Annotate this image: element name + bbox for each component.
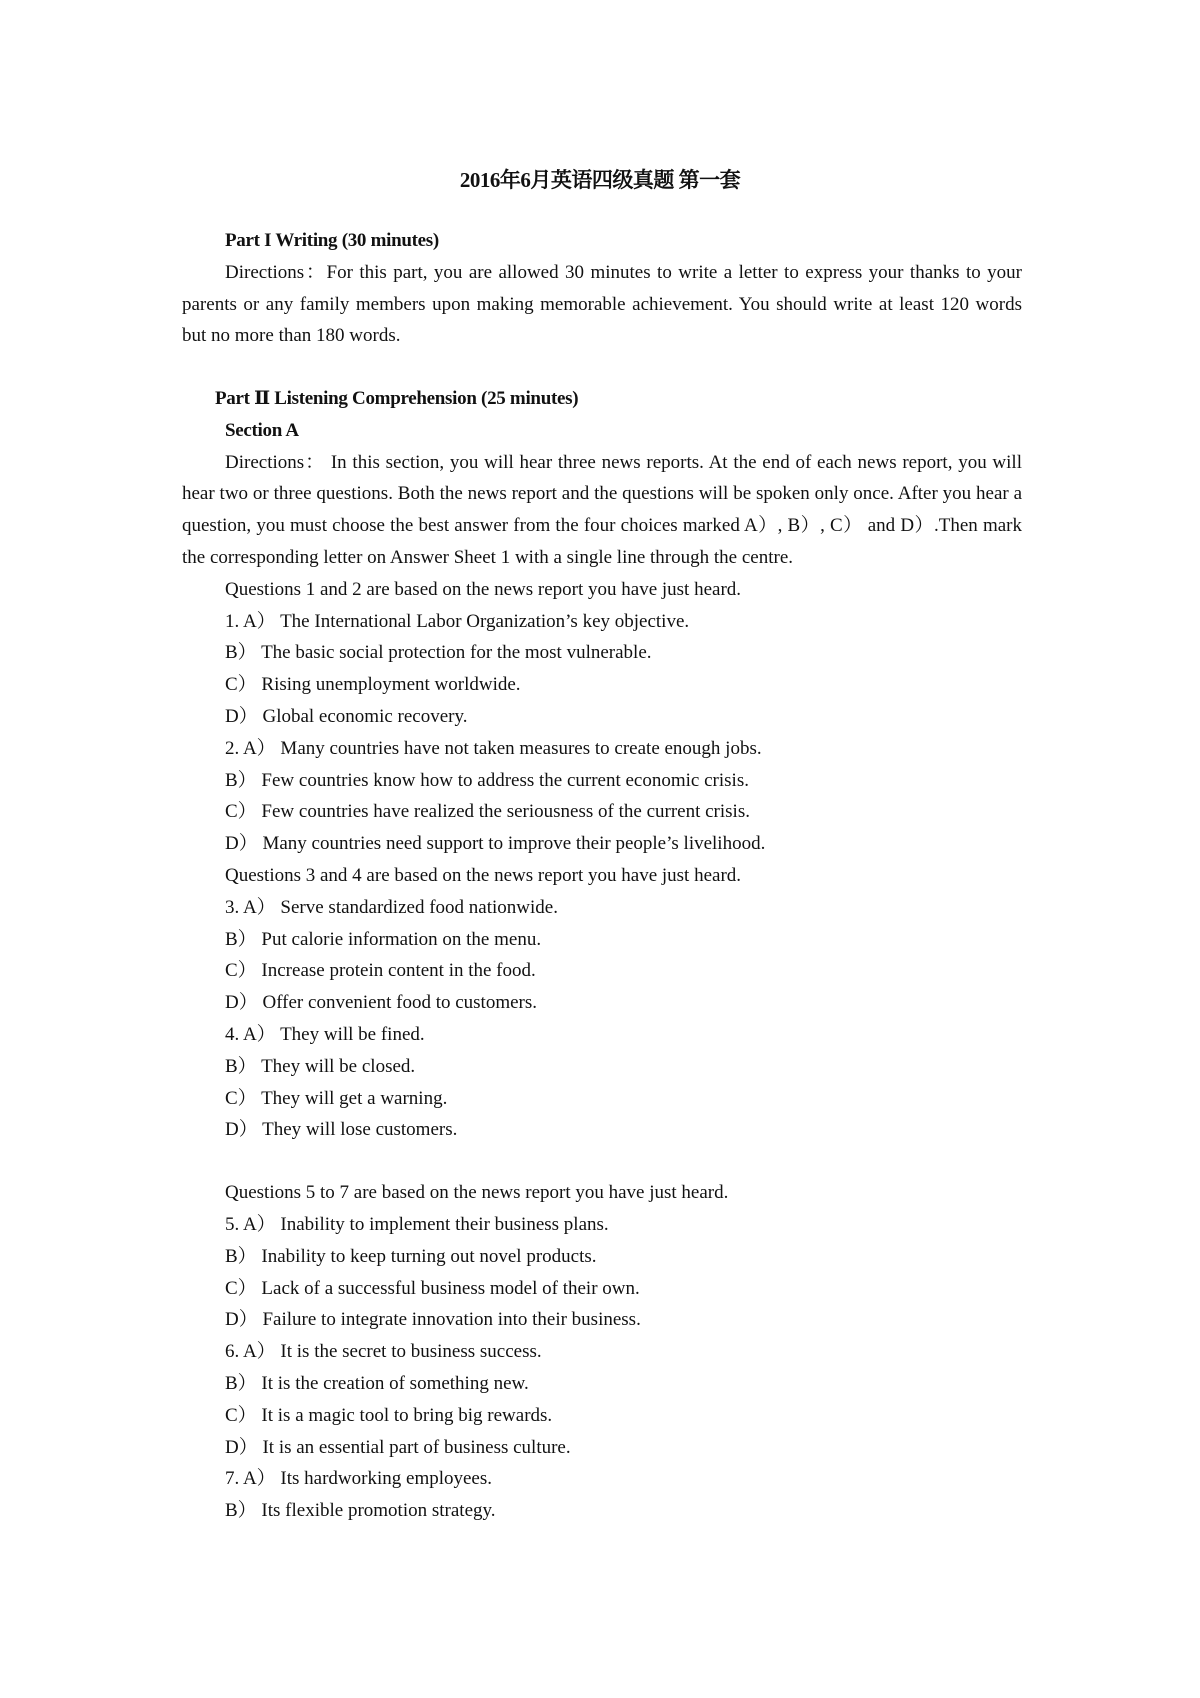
answer-option: C） Rising unemployment worldwide. [225, 674, 521, 696]
answer-option: B） Its flexible promotion strategy. [225, 1500, 496, 1522]
answer-option: 5. A） Inability to implement their business plans. [225, 1213, 609, 1235]
answer-option: B） They will be closed. [225, 1055, 416, 1077]
answer-option: 7. A） Its hardworking employees. [225, 1468, 493, 1490]
part-1-block [182, 225, 1022, 352]
part-2-directions: Directions： In this section, you will hear three news reports. At the end of each news report, you will hear two or three questions. Both the news report and the questions will be spoken only once. After you hear a question, you must choose the best answer from the four choices marked A）, B）, C） and D）.Then mark the corresponding letter on Answer Sheet 1 with a single line through the centre. [182, 451, 1022, 568]
part-1-heading: Part I Writing (30 minutes) [225, 230, 439, 251]
answer-option: C） Increase protein content in the food. [225, 960, 536, 982]
part-2-block [182, 383, 1022, 1527]
answer-option: 4. A） They will be fined. [225, 1023, 425, 1045]
answer-option: D） Many countries need support to improve their people’s livelihood. [225, 833, 766, 855]
answer-option: D） They will lose customers. [225, 1119, 458, 1141]
answer-option: D） Global economic recovery. [225, 705, 468, 727]
answer-option: B） Few countries know how to address the current economic crisis. [225, 769, 749, 791]
section-a-heading: Section A [225, 419, 299, 441]
answer-option: 3. A） Serve standardized food nationwide. [225, 896, 558, 918]
answer-option: C） They will get a warning. [225, 1087, 448, 1109]
answer-option: C） It is a magic tool to bring big rewards. [225, 1404, 553, 1426]
part-1-directions: Directions：For this part, you are allowed 30 minutes to write a letter to express your thanks to your parents or any family members upon making memorable achievement. You should write at least 120 words but no more than 180 words. [182, 261, 1022, 347]
answer-option: D） It is an essential part of business culture. [225, 1436, 571, 1458]
answer-option: 6. A） It is the secret to business success. [225, 1341, 542, 1363]
answer-option: 1. A） The International Labor Organization’s key objective. [225, 610, 690, 632]
question-group-intro: Questions 3 and 4 are based on the news report you have just heard. [225, 864, 742, 886]
answer-option: D） Offer convenient food to customers. [225, 992, 538, 1014]
answer-option: C） Few countries have realized the seriousness of the current crisis. [225, 801, 750, 823]
answer-option: B） It is the creation of something new. [225, 1372, 529, 1394]
answer-option: B） Inability to keep turning out novel products. [225, 1245, 597, 1267]
blank-line [182, 1146, 1022, 1177]
answer-option: D） Failure to integrate innovation into their business. [225, 1309, 641, 1331]
answer-option: 2. A） Many countries have not taken measures to create enough jobs. [225, 737, 762, 759]
question-group-intro: Questions 1 and 2 are based on the news report you have just heard. [225, 578, 742, 600]
answer-option: C） Lack of a successful business model of their own. [225, 1277, 640, 1299]
answer-option: B） The basic social protection for the most vulnerable. [225, 642, 652, 664]
answer-option: B） Put calorie information on the menu. [225, 928, 542, 950]
part-2-heading: Part Ⅱ Listening Comprehension (25 minutes) [215, 388, 579, 409]
question-group-intro: Questions 5 to 7 are based on the news report you have just heard. [225, 1182, 729, 1204]
page-title: 2016年6月英语四级真题 第一套 [459, 168, 741, 192]
